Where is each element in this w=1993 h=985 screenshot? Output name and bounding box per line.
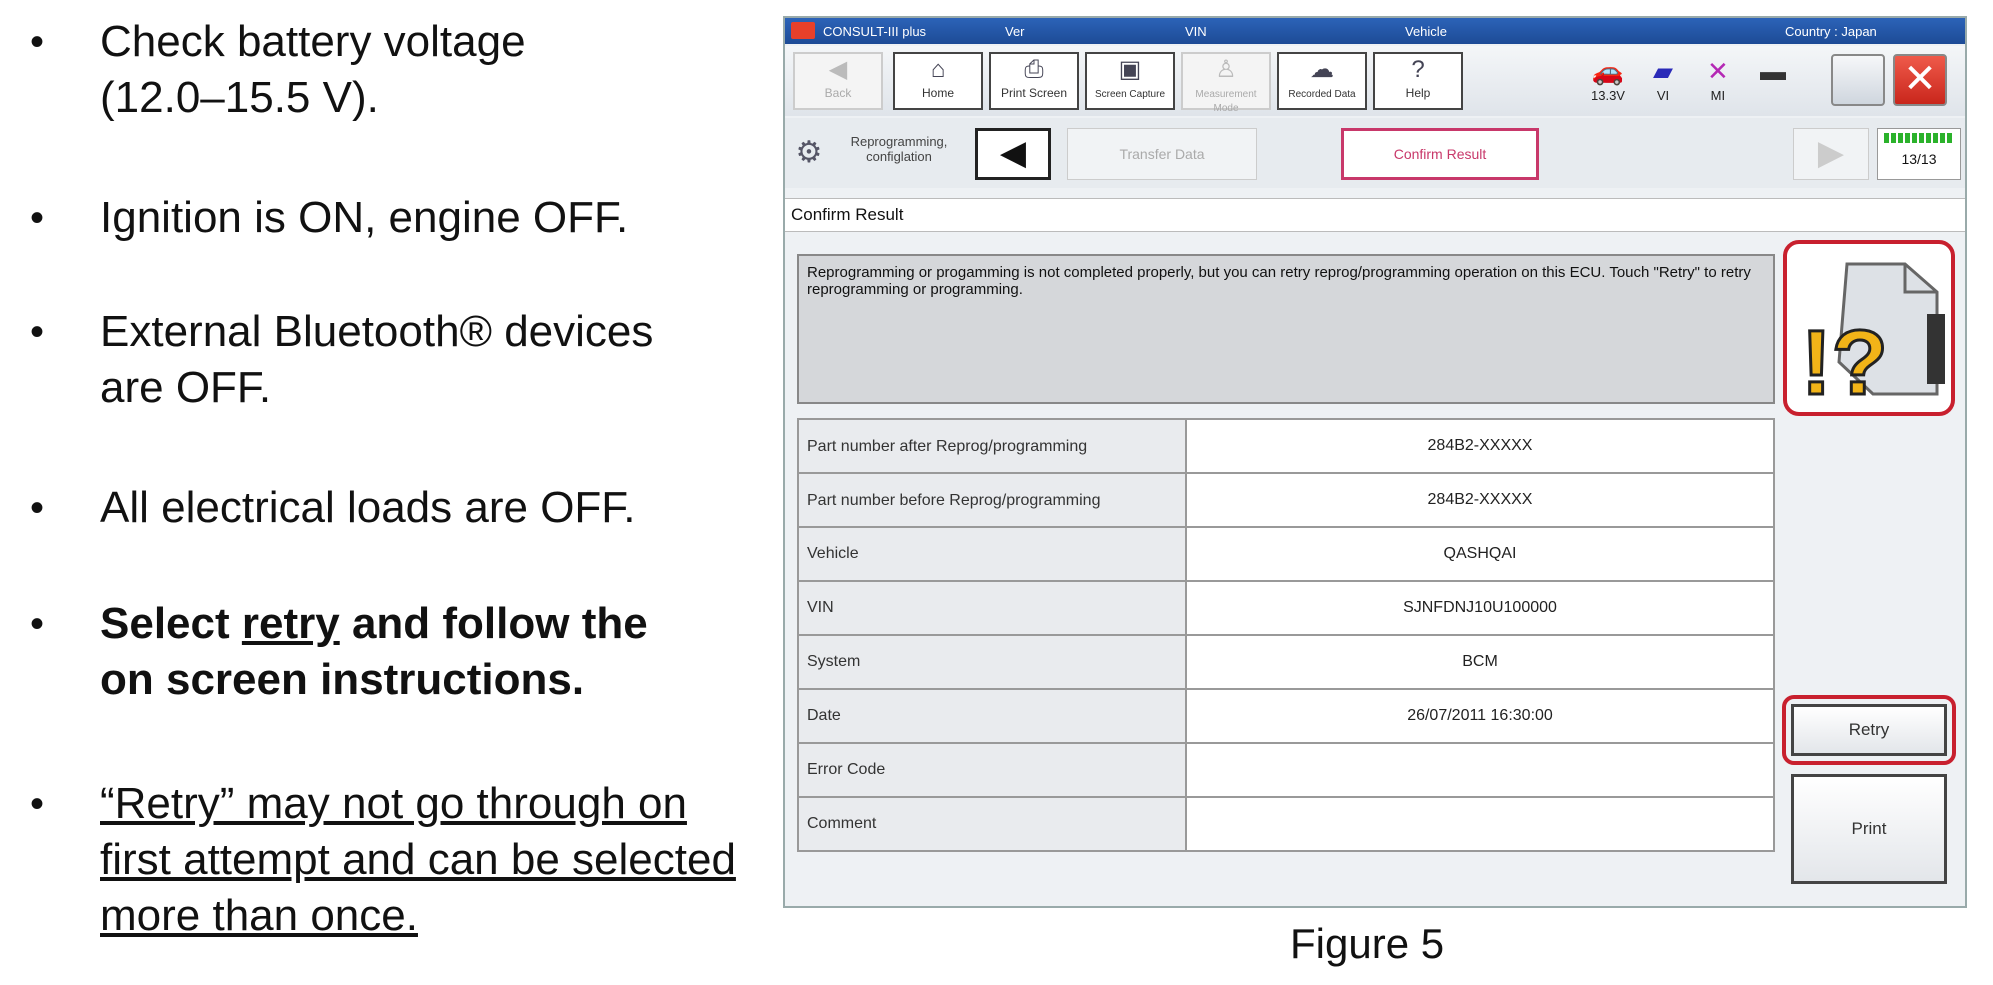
step-transfer-data: Transfer Data <box>1067 128 1257 180</box>
result-table <box>797 418 1775 852</box>
back-arrow-icon: ◀ <box>828 56 848 83</box>
next-triangle-icon: ▶ <box>1817 134 1845 172</box>
table-row: Date 26/07/2011 16:30:00 <box>798 689 1774 743</box>
bullet-icon: • <box>30 310 45 354</box>
battery-status: 🚗 13.3V <box>1591 56 1625 103</box>
svg-text:!?: !? <box>1801 312 1888 412</box>
table-row: VIN SJNFDNJ10U100000 <box>798 581 1774 635</box>
figure-caption: Figure 5 <box>1290 920 1445 967</box>
print-screen-button[interactable]: ⎙ Print Screen <box>989 52 1079 110</box>
vehicle-label: Vehicle <box>1405 24 1447 39</box>
home-button[interactable]: ⌂ Home <box>893 52 983 110</box>
step-navigator <box>785 118 1965 188</box>
bullet-text-post: and follow the on screen instructions. <box>100 599 648 704</box>
recorded-data-button[interactable]: ☁ Recorded Data <box>1277 52 1367 110</box>
vin-label: VIN <box>1185 24 1207 39</box>
bullet-text: External Bluetooth® devices are OFF. <box>100 307 654 412</box>
close-icon: ✕ <box>1903 57 1937 101</box>
vi-icon: ▰ <box>1653 56 1673 86</box>
bullet-text: Check battery voltage (12.0–15.5 V). <box>100 17 526 122</box>
ecu-warning-highlight <box>1783 240 1955 416</box>
nav-next-button[interactable] <box>1793 128 1869 180</box>
nav-back-button[interactable] <box>975 128 1051 180</box>
progress-bar <box>1884 133 1954 143</box>
screen-capture-button[interactable]: ▣ Screen Capture <box>1085 52 1175 110</box>
breadcrumb-label: Confirm Result <box>791 205 904 224</box>
help-icon: ? <box>1411 56 1425 83</box>
home-icon: ⌂ <box>930 56 946 83</box>
breadcrumb <box>785 198 1965 232</box>
retry-button[interactable]: Retry <box>1791 704 1947 756</box>
bullet-icon: • <box>30 20 45 64</box>
retry-emphasis: retry <box>241 599 340 648</box>
country-label: Country : Japan <box>1785 24 1877 39</box>
mi-status: ✕ MI <box>1707 56 1729 103</box>
close-button[interactable] <box>1893 54 1947 106</box>
recorded-data-icon: ☁ <box>1310 56 1334 83</box>
table-row: System BCM <box>798 635 1774 689</box>
toolbar <box>785 46 1965 116</box>
back-triangle-icon: ◀ <box>999 134 1027 172</box>
help-button[interactable]: ? Help <box>1373 52 1463 110</box>
step-confirm-result: Confirm Result <box>1341 128 1539 180</box>
bullet-text-pre: Select <box>100 599 242 648</box>
table-row: Error Code <box>798 743 1774 797</box>
bullet-text <box>100 776 740 944</box>
minimize-button[interactable] <box>1831 54 1885 106</box>
app-logo-icon <box>791 22 815 39</box>
bullet-text: Ignition is ON, engine OFF. <box>100 193 629 242</box>
bullet-icon: • <box>30 782 45 826</box>
vi-status: ▰ VI <box>1653 56 1673 103</box>
ecu-warning-icon <box>1787 244 1951 412</box>
bullet-icon: • <box>30 602 45 646</box>
bullet-text: All electrical loads are OFF. <box>100 483 636 532</box>
retry-note: “Retry” may not go through on first attempt and can be selected more than once. <box>100 779 736 940</box>
connector-icon: ▬ <box>1760 56 1786 86</box>
app-title: CONSULT-III plus <box>823 24 927 39</box>
reprogram-icon: ⚙ <box>795 136 823 169</box>
print-button[interactable]: Print <box>1791 774 1947 884</box>
table-row: Part number after Reprog/programming 284B2-XXXXX <box>798 419 1774 473</box>
camera-icon: ▣ <box>1118 56 1142 83</box>
measurement-mode-button[interactable]: ♙ Measurement Mode <box>1181 52 1271 110</box>
consult-screenshot <box>783 16 1967 908</box>
version-label: Ver <box>1005 24 1025 39</box>
progress-indicator: 13/13 <box>1877 128 1961 180</box>
result-message: Reprogramming or progamming is not completed properly, but you can retry reprog/programming operation on this ECU. Touch "Retry" to retry reprogramming or programming. <box>797 254 1775 404</box>
step-reprogramming: Reprogramming, configlation <box>850 134 948 164</box>
car-icon: 🚗 <box>1591 56 1625 86</box>
bullet-icon: • <box>30 196 45 240</box>
back-button[interactable]: ◀ Back <box>793 52 883 110</box>
measurement-icon: ♙ <box>1215 56 1237 83</box>
printer-icon: ⎙ <box>1024 56 1044 83</box>
table-row: Comment <box>798 797 1774 851</box>
title-bar <box>785 18 1965 44</box>
bullet-text <box>100 596 700 708</box>
table-row: Part number before Reprog/programming 284B2-XXXXX <box>798 473 1774 527</box>
connector-status <box>1760 54 1786 88</box>
bullet-icon: • <box>30 486 45 530</box>
mi-x-icon: ✕ <box>1707 56 1729 86</box>
table-row: Vehicle QASHQAI <box>798 527 1774 581</box>
